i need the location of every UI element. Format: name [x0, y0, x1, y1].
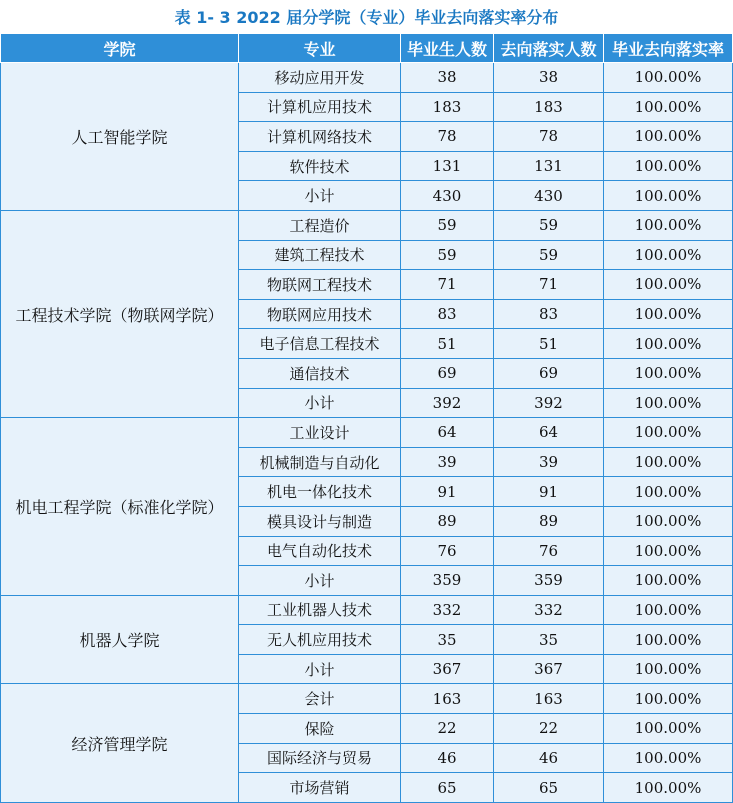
major-cell: 电气自动化技术	[239, 536, 401, 566]
graduates-cell: 76	[401, 536, 494, 566]
placed-cell: 76	[494, 536, 604, 566]
placed-cell: 91	[494, 477, 604, 507]
header-row	[1, 34, 733, 63]
rate-cell: 100.00%	[604, 210, 733, 240]
graduates-cell: 332	[401, 595, 494, 625]
header-major: 专业	[239, 34, 401, 63]
table-row	[1, 63, 733, 93]
graduates-cell: 65	[401, 773, 494, 803]
graduates-cell: 22	[401, 714, 494, 744]
table-caption: 表 1- 3 2022 届分学院（专业）毕业去向落实率分布	[174, 8, 559, 27]
placed-cell: 71	[494, 270, 604, 300]
college-cell: 经济管理学院	[1, 684, 239, 802]
table-body	[1, 63, 733, 803]
rate-cell: 100.00%	[604, 181, 733, 211]
major-cell: 移动应用开发	[239, 63, 401, 93]
major-cell: 机电一体化技术	[239, 477, 401, 507]
graduates-cell: 78	[401, 122, 494, 152]
graduates-cell: 163	[401, 684, 494, 714]
placed-cell: 183	[494, 92, 604, 122]
rate-cell: 100.00%	[604, 743, 733, 773]
rate-cell: 100.00%	[604, 506, 733, 536]
rate-cell: 100.00%	[604, 92, 733, 122]
major-cell: 物联网应用技术	[239, 299, 401, 329]
major-cell: 物联网工程技术	[239, 270, 401, 300]
graduates-cell: 69	[401, 358, 494, 388]
college-cell: 机电工程学院（标准化学院）	[1, 418, 239, 596]
placed-cell: 64	[494, 418, 604, 448]
rate-cell: 100.00%	[604, 684, 733, 714]
graduates-cell: 38	[401, 63, 494, 93]
major-cell: 小计	[239, 566, 401, 596]
major-cell: 工业设计	[239, 418, 401, 448]
major-cell: 小计	[239, 388, 401, 418]
rate-cell: 100.00%	[604, 773, 733, 803]
placed-cell: 131	[494, 151, 604, 181]
placed-cell: 38	[494, 63, 604, 93]
major-cell: 国际经济与贸易	[239, 743, 401, 773]
graduates-cell: 367	[401, 654, 494, 684]
graduates-cell: 71	[401, 270, 494, 300]
rate-cell: 100.00%	[604, 151, 733, 181]
major-cell: 模具设计与制造	[239, 506, 401, 536]
table-row	[1, 210, 733, 240]
major-cell: 小计	[239, 181, 401, 211]
major-cell: 小计	[239, 654, 401, 684]
graduates-cell: 359	[401, 566, 494, 596]
major-cell: 软件技术	[239, 151, 401, 181]
rate-cell: 100.00%	[604, 299, 733, 329]
rate-cell: 100.00%	[604, 122, 733, 152]
placed-cell: 83	[494, 299, 604, 329]
major-cell: 机械制造与自动化	[239, 447, 401, 477]
placed-cell: 35	[494, 625, 604, 655]
placed-cell: 69	[494, 358, 604, 388]
placed-cell: 46	[494, 743, 604, 773]
placed-cell: 59	[494, 210, 604, 240]
major-cell: 计算机应用技术	[239, 92, 401, 122]
placed-cell: 78	[494, 122, 604, 152]
graduates-cell: 39	[401, 447, 494, 477]
rate-cell: 100.00%	[604, 566, 733, 596]
rate-cell: 100.00%	[604, 418, 733, 448]
rate-cell: 100.00%	[604, 477, 733, 507]
placed-cell: 59	[494, 240, 604, 270]
header-college: 学院	[1, 34, 239, 63]
major-cell: 工业机器人技术	[239, 595, 401, 625]
graduation-table	[0, 33, 733, 803]
graduates-cell: 35	[401, 625, 494, 655]
rate-cell: 100.00%	[604, 329, 733, 359]
graduates-cell: 131	[401, 151, 494, 181]
placed-cell: 392	[494, 388, 604, 418]
rate-cell: 100.00%	[604, 240, 733, 270]
rate-cell: 100.00%	[604, 595, 733, 625]
placed-cell: 367	[494, 654, 604, 684]
rate-cell: 100.00%	[604, 270, 733, 300]
placed-cell: 22	[494, 714, 604, 744]
rate-cell: 100.00%	[604, 388, 733, 418]
graduates-cell: 51	[401, 329, 494, 359]
placed-cell: 359	[494, 566, 604, 596]
major-cell: 无人机应用技术	[239, 625, 401, 655]
college-cell: 机器人学院	[1, 595, 239, 684]
placed-cell: 39	[494, 447, 604, 477]
major-cell: 保险	[239, 714, 401, 744]
placed-cell: 51	[494, 329, 604, 359]
rate-cell: 100.00%	[604, 654, 733, 684]
major-cell: 计算机网络技术	[239, 122, 401, 152]
major-cell: 电子信息工程技术	[239, 329, 401, 359]
placed-cell: 65	[494, 773, 604, 803]
placed-cell: 163	[494, 684, 604, 714]
graduates-cell: 59	[401, 240, 494, 270]
rate-cell: 100.00%	[604, 625, 733, 655]
graduates-cell: 59	[401, 210, 494, 240]
placed-cell: 89	[494, 506, 604, 536]
graduates-cell: 91	[401, 477, 494, 507]
header-rate: 毕业去向落实率	[604, 34, 733, 63]
graduates-cell: 46	[401, 743, 494, 773]
rate-cell: 100.00%	[604, 358, 733, 388]
major-cell: 建筑工程技术	[239, 240, 401, 270]
graduates-cell: 183	[401, 92, 494, 122]
table-row	[1, 684, 733, 714]
rate-cell: 100.00%	[604, 536, 733, 566]
rate-cell: 100.00%	[604, 447, 733, 477]
graduates-cell: 89	[401, 506, 494, 536]
graduates-cell: 430	[401, 181, 494, 211]
table-row	[1, 595, 733, 625]
major-cell: 通信技术	[239, 358, 401, 388]
graduates-cell: 83	[401, 299, 494, 329]
table-row	[1, 418, 733, 448]
graduates-cell: 392	[401, 388, 494, 418]
header-graduates: 毕业生人数	[401, 34, 494, 63]
major-cell: 会计	[239, 684, 401, 714]
placed-cell: 430	[494, 181, 604, 211]
college-cell: 工程技术学院（物联网学院）	[1, 210, 239, 417]
major-cell: 市场营销	[239, 773, 401, 803]
graduates-cell: 64	[401, 418, 494, 448]
major-cell: 工程造价	[239, 210, 401, 240]
college-cell: 人工智能学院	[1, 63, 239, 211]
rate-cell: 100.00%	[604, 63, 733, 93]
rate-cell: 100.00%	[604, 714, 733, 744]
placed-cell: 332	[494, 595, 604, 625]
header-placed: 去向落实人数	[494, 34, 604, 63]
